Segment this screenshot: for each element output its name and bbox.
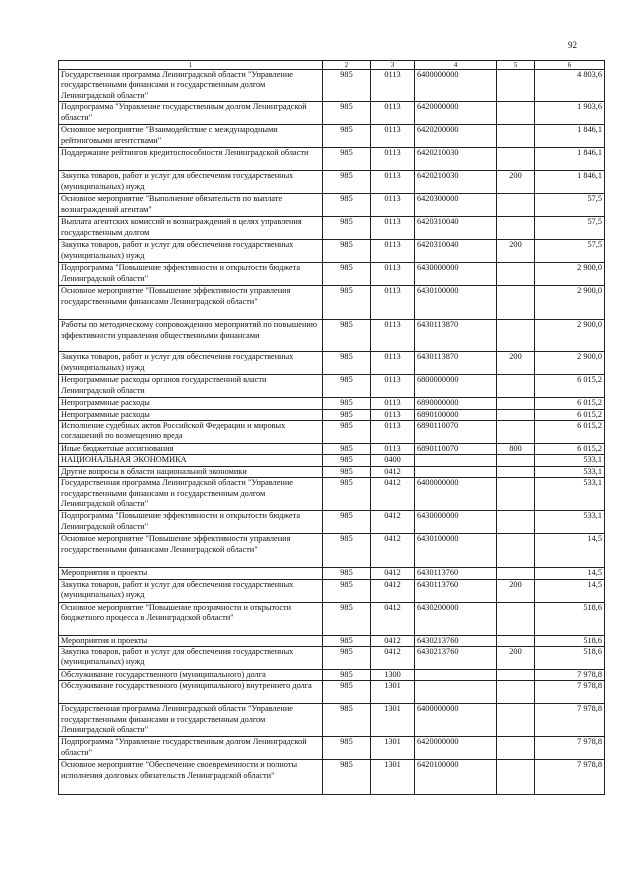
amount-cell: 4 803,6 (535, 70, 605, 102)
table-row (59, 320, 605, 352)
department-code-cell: 985 (323, 421, 371, 444)
expense-name-cell: НАЦИОНАЛЬНАЯ ЭКОНОМИКА (59, 455, 323, 466)
amount-cell: 518,6 (535, 602, 605, 635)
department-code-cell: 985 (323, 70, 371, 102)
expense-type-cell (497, 568, 535, 579)
section-code-cell: 0113 (371, 125, 415, 148)
department-code-cell: 985 (323, 602, 371, 635)
expense-name-cell: Обслуживание государственного (муниципального) внутреннего долга (59, 681, 323, 704)
target-article-cell (415, 681, 497, 704)
amount-cell: 57,5 (535, 194, 605, 217)
table-row (59, 635, 605, 646)
column-header: 3 (371, 61, 415, 70)
expense-name-cell: Основное мероприятие "Повышение прозрачности и открытости бюджетного процесса в Ленинградской области" (59, 602, 323, 635)
table-row (59, 194, 605, 217)
table-row (59, 398, 605, 409)
section-code-cell: 0412 (371, 568, 415, 579)
column-header: 5 (497, 61, 535, 70)
amount-cell: 1 846,1 (535, 171, 605, 194)
section-code-cell: 0412 (371, 478, 415, 511)
table-row (59, 286, 605, 320)
table-row (59, 217, 605, 240)
amount-cell: 2 900,0 (535, 352, 605, 375)
expense-type-cell (497, 375, 535, 398)
table-row (59, 681, 605, 704)
table-row (59, 148, 605, 171)
budget-table (58, 60, 605, 795)
expense-type-cell: 200 (497, 352, 535, 375)
table-row (59, 444, 605, 455)
table-row (59, 511, 605, 534)
expense-name-cell: Непрограммные расходы органов государственной власти Ленинградской области (59, 375, 323, 398)
expense-name-cell: Подпрограмма "Повышение эффективности и открытости бюджета Ленинградской области" (59, 511, 323, 534)
target-article-cell: 6420300000 (415, 194, 497, 217)
department-code-cell: 985 (323, 352, 371, 375)
target-article-cell: 6430100000 (415, 286, 497, 320)
table-row (59, 737, 605, 760)
expense-type-cell: 200 (497, 647, 535, 670)
expense-type-cell (497, 681, 535, 704)
section-code-cell: 0113 (371, 263, 415, 286)
target-article-cell: 6890110070 (415, 444, 497, 455)
page-number: 92 (568, 40, 577, 50)
expense-type-cell: 200 (497, 579, 535, 602)
department-code-cell: 985 (323, 455, 371, 466)
table-row (59, 647, 605, 670)
column-header: 2 (323, 61, 371, 70)
department-code-cell: 985 (323, 444, 371, 455)
expense-type-cell (497, 398, 535, 409)
department-code-cell: 985 (323, 466, 371, 477)
column-header: 1 (59, 61, 323, 70)
table-row (59, 760, 605, 795)
table-row (59, 579, 605, 602)
amount-cell: 1 846,1 (535, 125, 605, 148)
expense-name-cell: Основное мероприятие "Повышение эффективности управления государственными финансами Ленинградской области" (59, 534, 323, 568)
section-code-cell: 0113 (371, 102, 415, 125)
section-code-cell: 1301 (371, 681, 415, 704)
target-article-cell: 6430200000 (415, 602, 497, 635)
expense-name-cell: Непрограммные расходы (59, 409, 323, 420)
expense-name-cell: Государственная программа Ленинградской области "Управление государственными финансами и государственным долгом Ленинградской области" (59, 478, 323, 511)
table-row (59, 375, 605, 398)
section-code-cell: 0113 (371, 70, 415, 102)
target-article-cell: 6800000000 (415, 375, 497, 398)
expense-name-cell: Иные бюджетные ассигнования (59, 444, 323, 455)
expense-type-cell (497, 102, 535, 125)
expense-type-cell (497, 455, 535, 466)
expense-type-cell (497, 466, 535, 477)
amount-cell: 518,6 (535, 635, 605, 646)
expense-name-cell: Подпрограмма "Повышение эффективности и открытости бюджета Ленинградской области" (59, 263, 323, 286)
amount-cell: 14,5 (535, 579, 605, 602)
expense-type-cell (497, 409, 535, 420)
expense-type-cell (497, 478, 535, 511)
department-code-cell: 985 (323, 125, 371, 148)
target-article-cell: 6420210030 (415, 148, 497, 171)
department-code-cell: 985 (323, 579, 371, 602)
section-code-cell: 1300 (371, 670, 415, 681)
expense-type-cell (497, 737, 535, 760)
target-article-cell (415, 466, 497, 477)
table-row (59, 602, 605, 635)
amount-cell: 2 900,0 (535, 286, 605, 320)
department-code-cell: 985 (323, 398, 371, 409)
amount-cell: 1 846,1 (535, 148, 605, 171)
table-row (59, 466, 605, 477)
target-article-cell: 6890110070 (415, 421, 497, 444)
table-row (59, 670, 605, 681)
section-code-cell: 0113 (371, 148, 415, 171)
section-code-cell: 0412 (371, 647, 415, 670)
expense-type-cell (497, 602, 535, 635)
section-code-cell: 0412 (371, 466, 415, 477)
department-code-cell: 985 (323, 375, 371, 398)
table-header-row (59, 61, 605, 70)
expense-name-cell: Основное мероприятие "Взаимодействие с международными рейтинговыми агентствами" (59, 125, 323, 148)
department-code-cell: 985 (323, 511, 371, 534)
expense-type-cell (497, 70, 535, 102)
department-code-cell: 985 (323, 148, 371, 171)
target-article-cell: 6430100000 (415, 534, 497, 568)
department-code-cell: 985 (323, 217, 371, 240)
section-code-cell: 0113 (371, 194, 415, 217)
department-code-cell: 985 (323, 194, 371, 217)
column-header: 6 (535, 61, 605, 70)
target-article-cell: 6420000000 (415, 102, 497, 125)
expense-name-cell: Государственная программа Ленинградской области "Управление государственными финансами и государственным долгом Ленинградской области" (59, 70, 323, 102)
expense-type-cell (497, 217, 535, 240)
section-code-cell: 0113 (371, 421, 415, 444)
expense-type-cell (497, 148, 535, 171)
department-code-cell: 985 (323, 737, 371, 760)
amount-cell: 57,5 (535, 217, 605, 240)
expense-type-cell: 800 (497, 444, 535, 455)
expense-name-cell: Основное мероприятие "Обеспечение своевременности и полноты исполнения долговых обязательств Ленинградской области" (59, 760, 323, 795)
department-code-cell: 985 (323, 704, 371, 737)
table-row (59, 263, 605, 286)
expense-name-cell: Обслуживание государственного (муниципального) долга (59, 670, 323, 681)
department-code-cell: 985 (323, 635, 371, 646)
expense-name-cell: Другие вопросы в области национальной экономики (59, 466, 323, 477)
table-row (59, 478, 605, 511)
expense-type-cell (497, 704, 535, 737)
expense-name-cell: Подпрограмма "Управление государственным долгом Ленинградской области" (59, 737, 323, 760)
expense-type-cell (497, 534, 535, 568)
department-code-cell: 985 (323, 286, 371, 320)
expense-name-cell: Выплата агентских комиссий и вознаграждений в целях управления государственным долгом (59, 217, 323, 240)
table-row (59, 102, 605, 125)
table-row (59, 409, 605, 420)
amount-cell: 7 978,8 (535, 681, 605, 704)
amount-cell: 7 978,8 (535, 760, 605, 795)
expense-type-cell: 200 (497, 240, 535, 263)
target-article-cell: 6420100000 (415, 760, 497, 795)
target-article-cell: 6420000000 (415, 737, 497, 760)
expense-name-cell: Основное мероприятие "Выполнение обязательств по выплате вознаграждений агентам" (59, 194, 323, 217)
section-code-cell: 0113 (371, 398, 415, 409)
section-code-cell: 1301 (371, 760, 415, 795)
table-row (59, 455, 605, 466)
amount-cell: 518,6 (535, 647, 605, 670)
amount-cell: 533,1 (535, 478, 605, 511)
department-code-cell: 985 (323, 478, 371, 511)
section-code-cell: 0412 (371, 635, 415, 646)
target-article-cell: 6430113870 (415, 352, 497, 375)
expense-type-cell (497, 635, 535, 646)
table-row (59, 240, 605, 263)
amount-cell: 14,5 (535, 534, 605, 568)
department-code-cell: 985 (323, 240, 371, 263)
amount-cell: 533,1 (535, 466, 605, 477)
expense-name-cell: Государственная программа Ленинградской области "Управление государственными финансами и государственным долгом Ленинградской области" (59, 704, 323, 737)
expense-type-cell (497, 286, 535, 320)
amount-cell: 7 978,8 (535, 670, 605, 681)
expense-type-cell (497, 194, 535, 217)
department-code-cell: 985 (323, 409, 371, 420)
section-code-cell: 1301 (371, 737, 415, 760)
table-row (59, 70, 605, 102)
amount-cell: 7 978,8 (535, 737, 605, 760)
section-code-cell: 0113 (371, 352, 415, 375)
target-article-cell: 6430000000 (415, 511, 497, 534)
expense-name-cell: Закупка товаров, работ и услуг для обеспечения государственных (муниципальных) нужд (59, 352, 323, 375)
section-code-cell: 0113 (371, 409, 415, 420)
target-article-cell: 6430213760 (415, 635, 497, 646)
section-code-cell: 0113 (371, 375, 415, 398)
table-row (59, 125, 605, 148)
amount-cell: 7 978,8 (535, 704, 605, 737)
section-code-cell: 0412 (371, 511, 415, 534)
amount-cell: 1 903,6 (535, 102, 605, 125)
section-code-cell: 0412 (371, 534, 415, 568)
department-code-cell: 985 (323, 568, 371, 579)
expense-name-cell: Основное мероприятие "Повышение эффективности управления государственными финансами Ленинградской области" (59, 286, 323, 320)
expense-type-cell (497, 320, 535, 352)
target-article-cell: 6430113870 (415, 320, 497, 352)
target-article-cell: 6430000000 (415, 263, 497, 286)
table-row (59, 704, 605, 737)
table-row (59, 171, 605, 194)
amount-cell: 533,1 (535, 511, 605, 534)
section-code-cell: 0113 (371, 286, 415, 320)
amount-cell: 6 015,2 (535, 421, 605, 444)
target-article-cell (415, 670, 497, 681)
expense-type-cell: 200 (497, 171, 535, 194)
table-row (59, 568, 605, 579)
department-code-cell: 985 (323, 760, 371, 795)
section-code-cell: 0113 (371, 320, 415, 352)
expense-type-cell (497, 670, 535, 681)
expense-name-cell: Мероприятия и проекты (59, 635, 323, 646)
expense-name-cell: Непрограммные расходы (59, 398, 323, 409)
table-row (59, 421, 605, 444)
department-code-cell: 985 (323, 681, 371, 704)
section-code-cell: 0113 (371, 240, 415, 263)
expense-name-cell: Поддержание рейтингов кредитоспособности Ленинградской области (59, 148, 323, 171)
amount-cell: 533,1 (535, 455, 605, 466)
target-article-cell: 6400000000 (415, 70, 497, 102)
expense-type-cell (497, 760, 535, 795)
target-article-cell: 6400000000 (415, 478, 497, 511)
table-row (59, 352, 605, 375)
amount-cell: 6 015,2 (535, 398, 605, 409)
target-article-cell: 6890100000 (415, 409, 497, 420)
table-row (59, 534, 605, 568)
section-code-cell: 0113 (371, 171, 415, 194)
target-article-cell: 6420310040 (415, 240, 497, 263)
target-article-cell: 6430213760 (415, 647, 497, 670)
expense-name-cell: Закупка товаров, работ и услуг для обеспечения государственных (муниципальных) нужд (59, 240, 323, 263)
section-code-cell: 0113 (371, 217, 415, 240)
expense-name-cell: Мероприятия и проекты (59, 568, 323, 579)
expense-type-cell (497, 421, 535, 444)
department-code-cell: 985 (323, 670, 371, 681)
expense-name-cell: Закупка товаров, работ и услуг для обеспечения государственных (муниципальных) нужд (59, 171, 323, 194)
amount-cell: 57,5 (535, 240, 605, 263)
section-code-cell: 0412 (371, 602, 415, 635)
target-article-cell: 6890000000 (415, 398, 497, 409)
amount-cell: 2 900,0 (535, 263, 605, 286)
amount-cell: 6 015,2 (535, 444, 605, 455)
department-code-cell: 985 (323, 263, 371, 286)
target-article-cell: 6400000000 (415, 704, 497, 737)
amount-cell: 6 015,2 (535, 409, 605, 420)
section-code-cell: 0113 (371, 444, 415, 455)
expense-name-cell: Подпрограмма "Управление государственным долгом Ленинградской области" (59, 102, 323, 125)
target-article-cell: 6420310040 (415, 217, 497, 240)
department-code-cell: 985 (323, 171, 371, 194)
department-code-cell: 985 (323, 647, 371, 670)
expense-name-cell: Работы по методическому сопровождению мероприятий по повышению эффективности управления общественными финансами (59, 320, 323, 352)
section-code-cell: 1301 (371, 704, 415, 737)
expense-name-cell: Закупка товаров, работ и услуг для обеспечения государственных (муниципальных) нужд (59, 647, 323, 670)
target-article-cell: 6420210030 (415, 171, 497, 194)
section-code-cell: 0412 (371, 579, 415, 602)
expense-type-cell (497, 125, 535, 148)
expense-type-cell (497, 511, 535, 534)
expense-type-cell (497, 263, 535, 286)
department-code-cell: 985 (323, 102, 371, 125)
amount-cell: 2 900,0 (535, 320, 605, 352)
department-code-cell: 985 (323, 534, 371, 568)
department-code-cell: 985 (323, 320, 371, 352)
expense-name-cell: Закупка товаров, работ и услуг для обеспечения государственных (муниципальных) нужд (59, 579, 323, 602)
amount-cell: 14,5 (535, 568, 605, 579)
target-article-cell: 6420200000 (415, 125, 497, 148)
target-article-cell: 6430113760 (415, 579, 497, 602)
target-article-cell (415, 455, 497, 466)
expense-name-cell: Исполнение судебных актов Российской Федерации и мировых соглашений по возмещению вреда (59, 421, 323, 444)
section-code-cell: 0400 (371, 455, 415, 466)
target-article-cell: 6430113760 (415, 568, 497, 579)
amount-cell: 6 015,2 (535, 375, 605, 398)
column-header: 4 (415, 61, 497, 70)
